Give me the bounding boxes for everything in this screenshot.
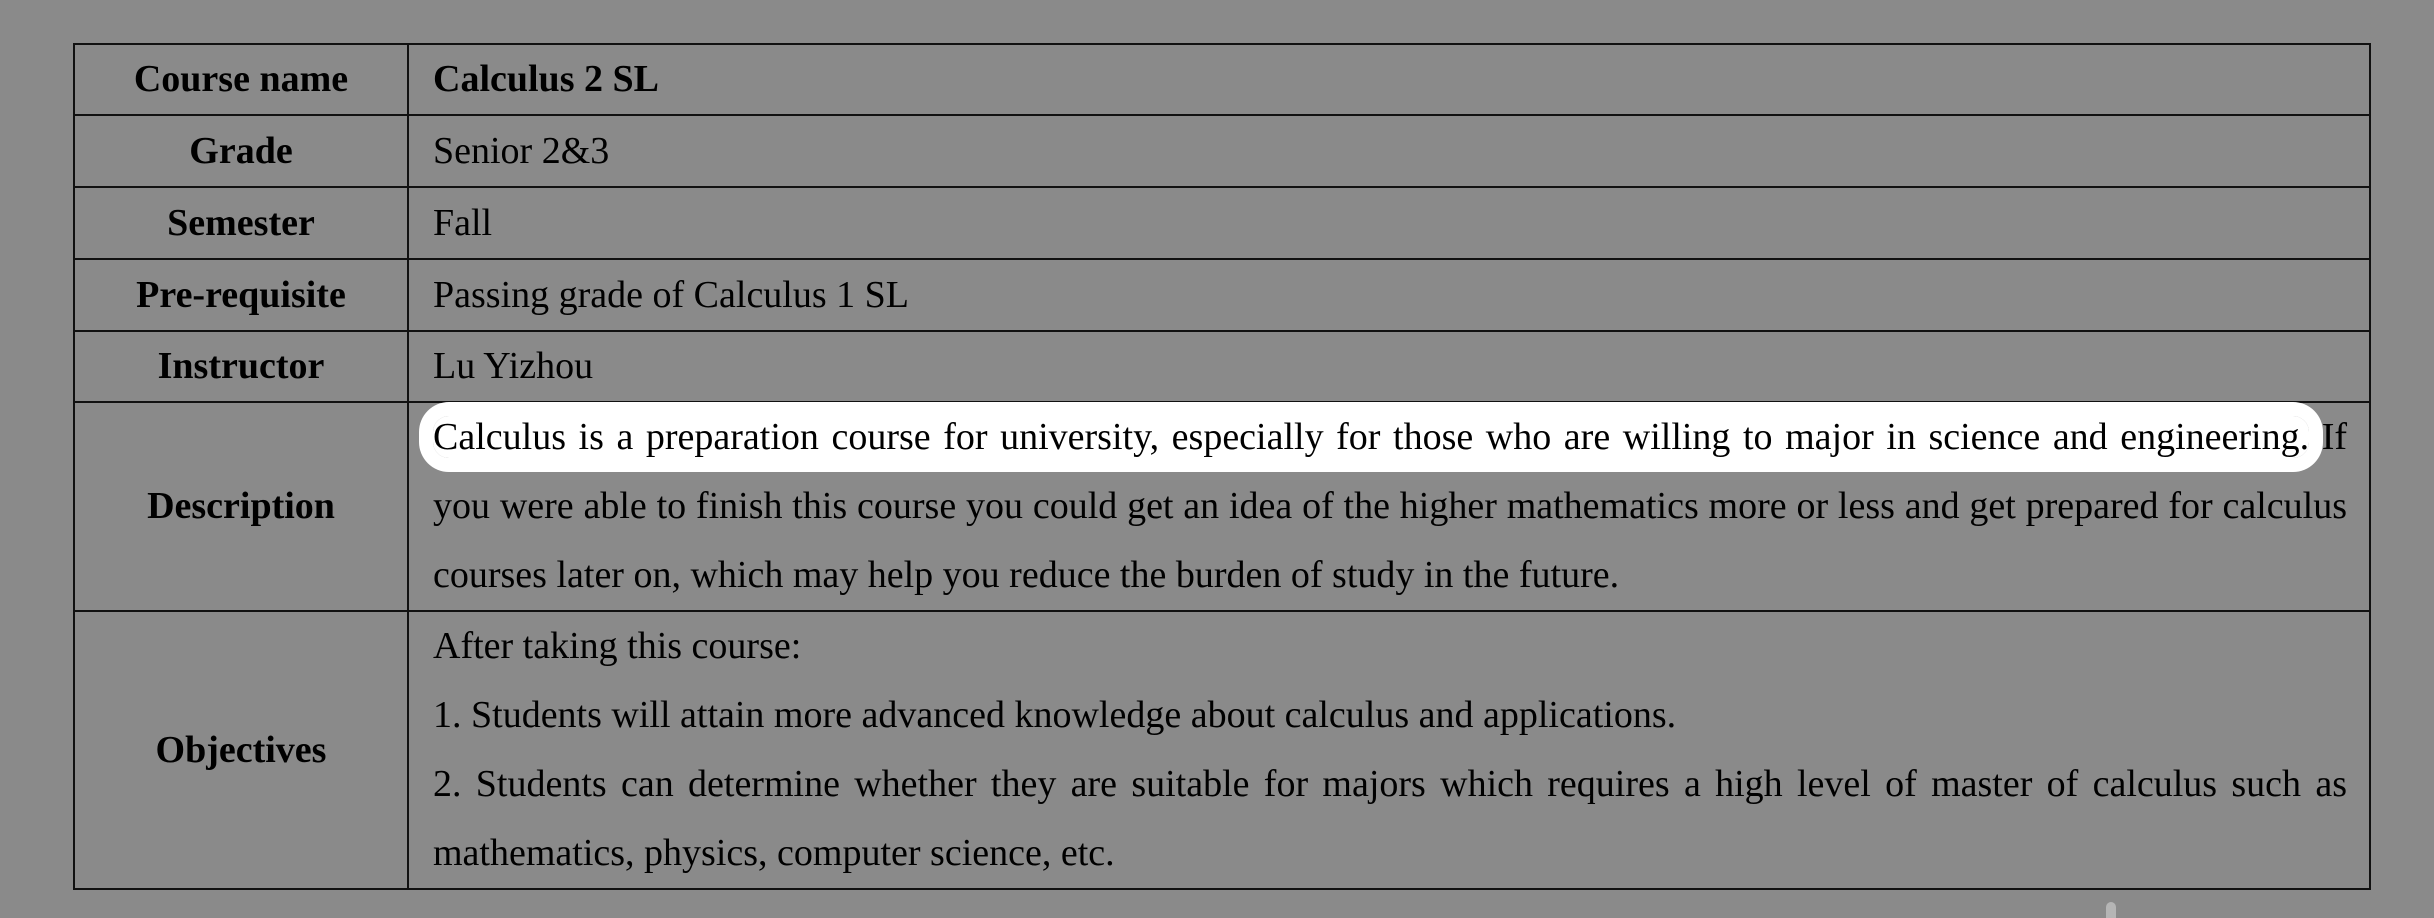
objective-item-1: 1. Students will attain more advanced knowledge about calculus and applications. (433, 694, 1677, 736)
description-rest: If you were able to finish this course you could get an idea of the higher mathematics more or less and get prepared for calculus courses later on, which may help you reduce the burden of study in the future. (433, 416, 2347, 596)
semester-value: Fall (408, 187, 2370, 259)
table-row-course-name (74, 44, 2370, 115)
grade-value: Senior 2&3 (408, 115, 2370, 187)
table-row-prerequisite (74, 259, 2370, 331)
grade-label: Grade (74, 115, 408, 187)
instructor-value: Lu Yizhou (408, 331, 2370, 402)
prerequisite-value: Passing grade of Calculus 1 SL (408, 259, 2370, 331)
description-highlighted-sentence: Calculus is a preparation course for university, especially for those who are willing to major in science and engineering. (433, 416, 2310, 458)
table-row-grade (74, 115, 2370, 187)
course-name-value: Calculus 2 SL (408, 44, 2370, 115)
course-info-table (73, 43, 2371, 890)
course-name-label: Course name (74, 44, 408, 115)
objective-item-2: 2. Students can determine whether they are suitable for majors which requires a high level of master of calculus such as mathematics, physics, computer science, etc. (433, 763, 2347, 874)
table-row-description (74, 402, 2370, 611)
semester-label: Semester (74, 187, 408, 259)
objectives-label: Objectives (74, 611, 408, 889)
table-row-objectives (74, 611, 2370, 889)
prerequisite-label: Pre-requisite (74, 259, 408, 331)
table-row-semester (74, 187, 2370, 259)
objectives-value (408, 611, 2370, 889)
description-paragraph (433, 403, 2347, 610)
page-edge-mark (2106, 902, 2116, 918)
description-label: Description (74, 402, 408, 611)
objectives-intro: After taking this course: (433, 625, 802, 667)
table-row-instructor (74, 331, 2370, 402)
instructor-label: Instructor (74, 331, 408, 402)
description-value (408, 402, 2370, 611)
